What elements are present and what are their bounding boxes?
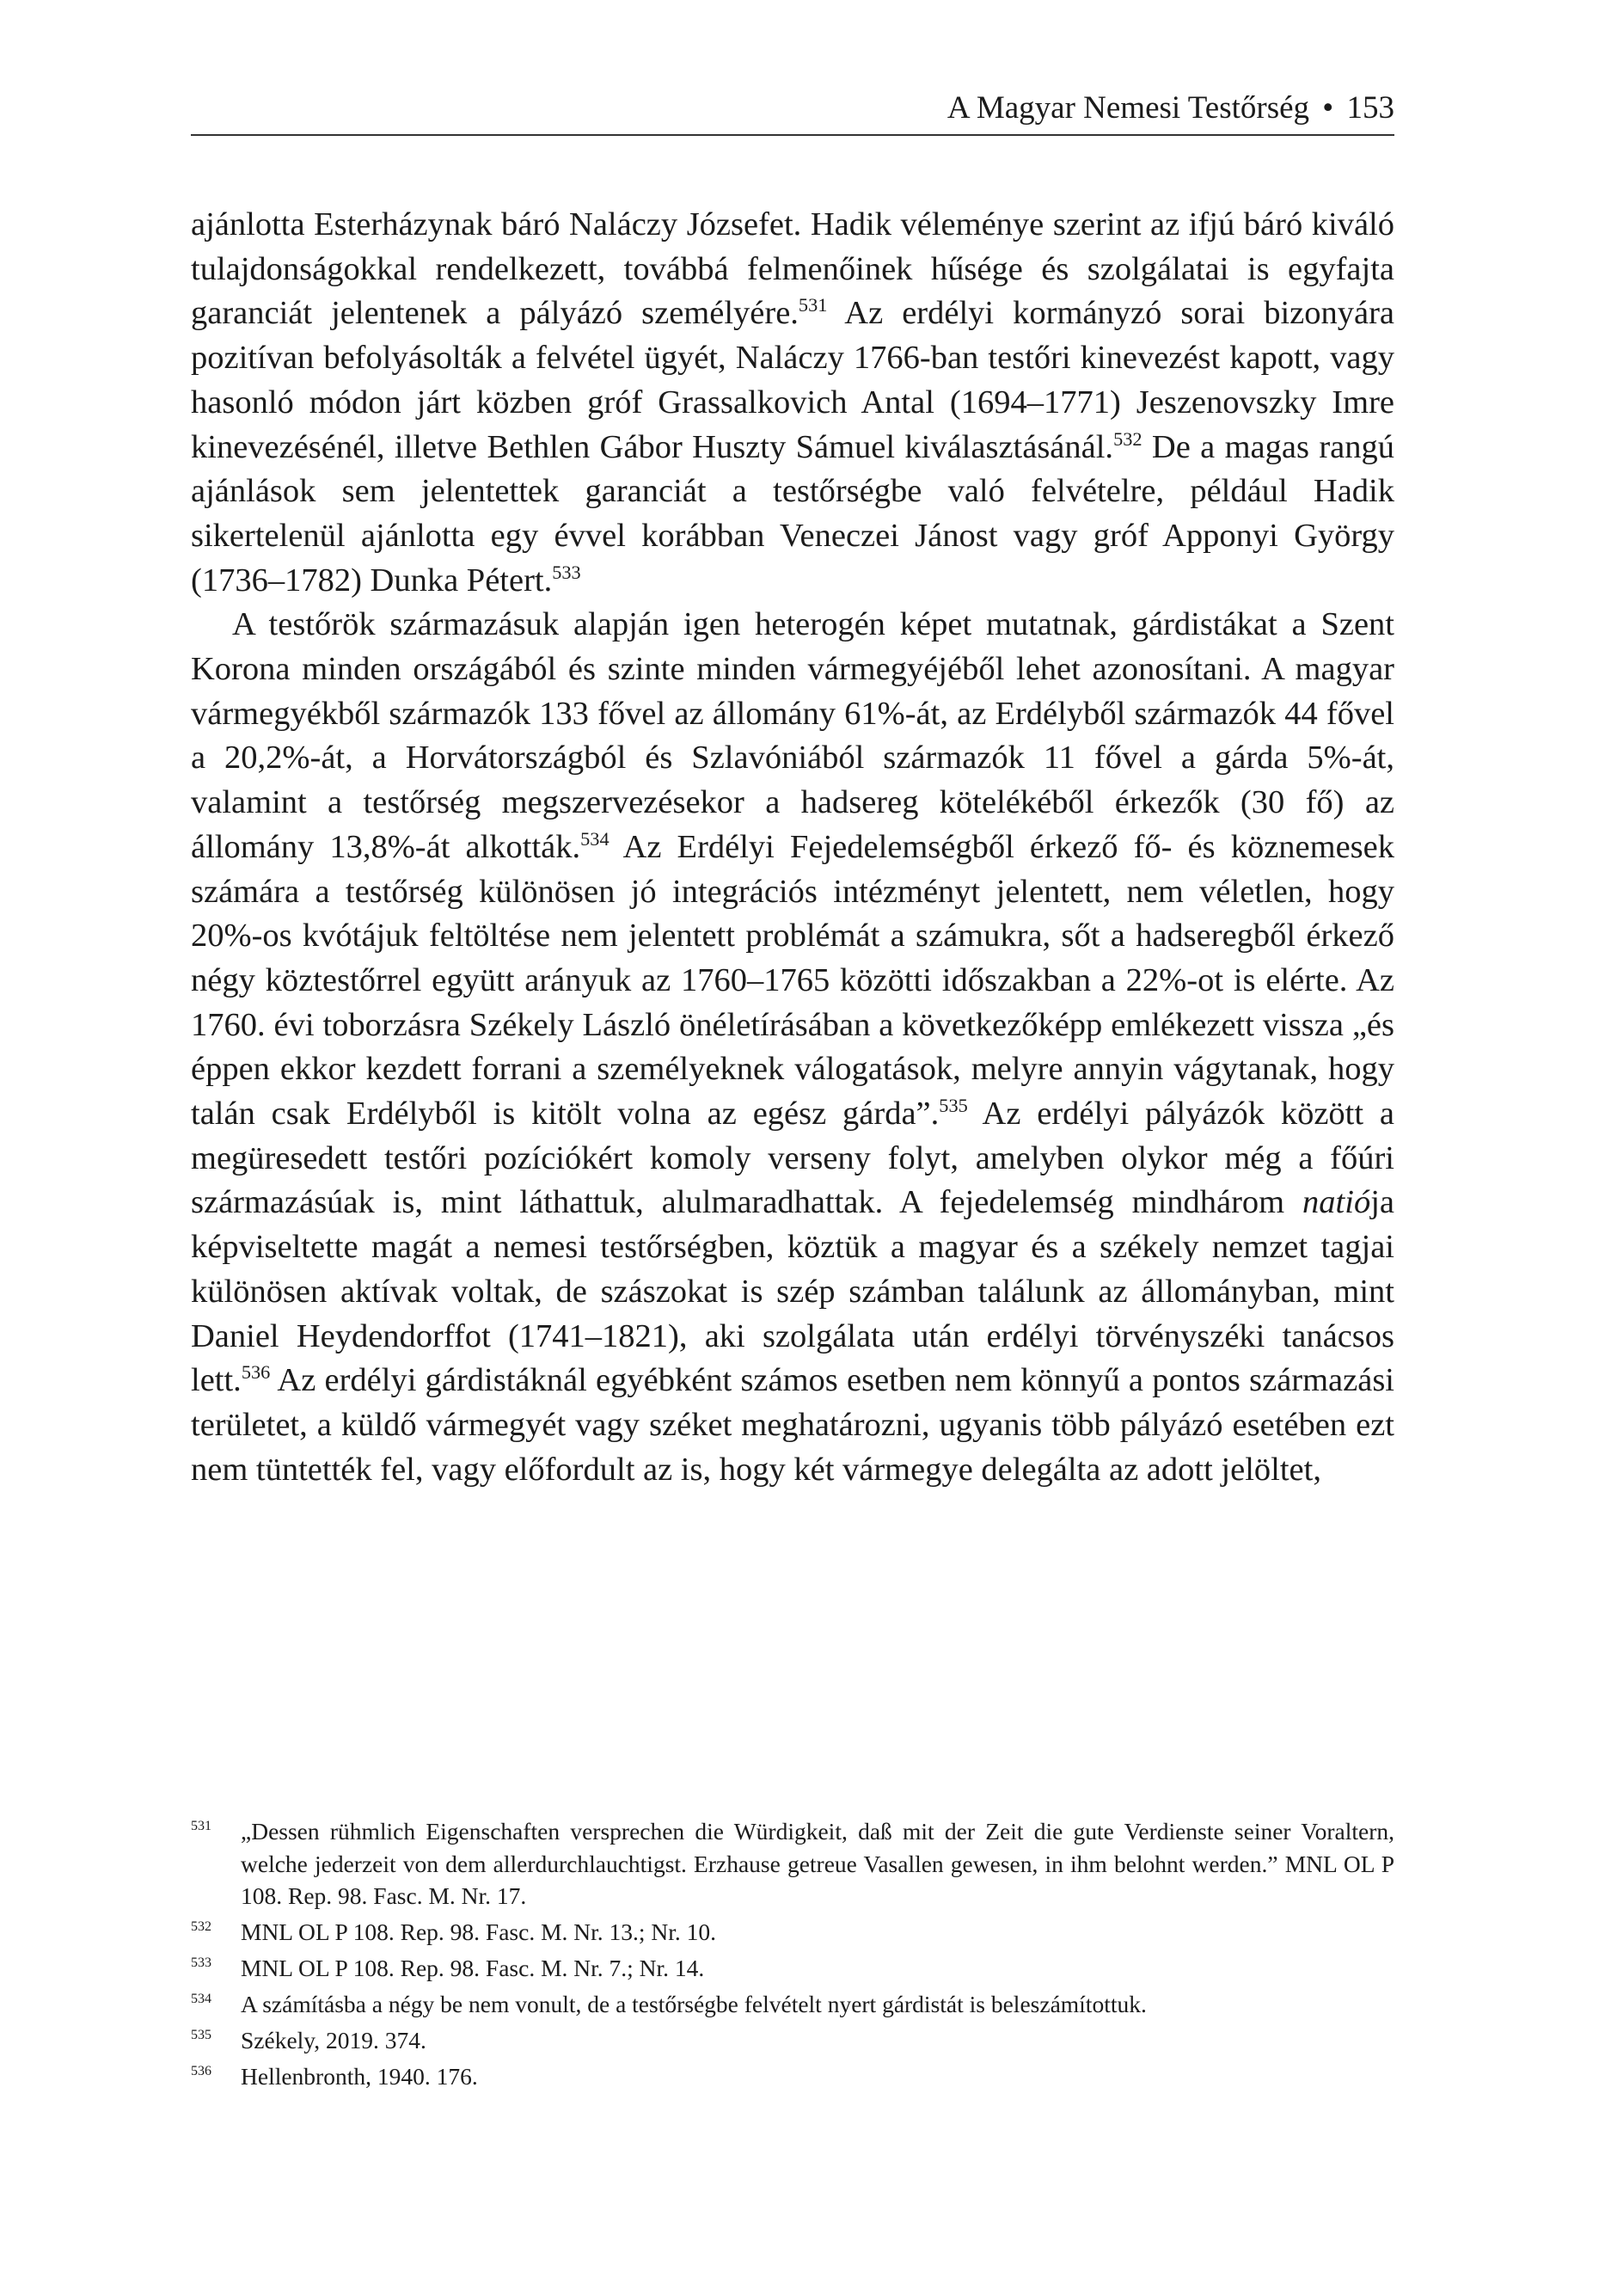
italic-text: natió: [1302, 1184, 1371, 1221]
footnote: [191, 1952, 1394, 1985]
footnote-reference: 535: [939, 1095, 968, 1117]
running-header-title: A Magyar Nemesi Testőrség: [946, 90, 1310, 126]
main-text: [191, 203, 1394, 1492]
footnote-text: Székely, 2019. 374.: [241, 2027, 426, 2054]
footnote-text: Hellenbronth, 1940. 176.: [241, 2063, 478, 2090]
text-run: Az erdélyi pályázók között a megüresedett testőri pozíciókért komoly verseny folyt, amelyben olykor még a főúri származásúak is, mint láthattuk, alulmaradhattak. A fejedelemség mindhárom: [191, 1096, 1394, 1221]
footnote: [191, 2060, 1394, 2093]
text-run: ja képviseltette magát a nemesi testőrségben, köztük a magyar és a székely nemzet tagjai különösen aktívak voltak, de szászokat is szép számban találunk az állományban, mint Daniel Heydendorffot (1741–1821), aki szolgálata után erdélyi törvényszéki tanácsos lett.: [191, 1184, 1394, 1399]
footnote: [191, 1815, 1394, 1912]
body-paragraph: [191, 203, 1394, 603]
running-header-separator: •: [1322, 90, 1334, 126]
body-paragraph: [191, 603, 1394, 1492]
text-run: Az erdélyi gárdistáknál egyébként számos esetben nem könnyű a pontos származási területet, a küldő vármegyét vagy széket meghatározni, ugyanis több pályázó esetében ezt nem tüntették fel, vagy előfordult az is, hogy két vármegye delegálta az adott jelöltet,: [191, 1362, 1394, 1488]
footnote-number: 535: [191, 2028, 211, 2042]
footnote-reference: 531: [798, 294, 828, 316]
footnote-reference: 534: [580, 828, 610, 850]
footnote-number: 534: [191, 1992, 211, 2006]
footnote-reference: 533: [552, 561, 581, 583]
text-run: De a magas rangú ajánlások sem jelentettek garanciát a testőrségbe való felvételre, például Hadik sikertelenül ajánlotta egy évvel korábban Veneczei Jánost vagy gróf Apponyi György (1736–1782) Dunka Pétert.: [191, 428, 1394, 599]
footnote-text: „Dessen rühmlich Eigenschaften versprechen die Würdigkeit, daß mit der Zeit die gute Verdienste seiner Voraltern, welche jederzeit von dem allerdurchlauchtigst. Erzhause getreue Vasallen gewesen, in ihm belohnt werden.” MNL OL P 108. Rep. 98. Fasc. M. Nr. 17.: [241, 1818, 1394, 1909]
footnotes-section: [191, 1815, 1394, 2096]
footnote-text: MNL OL P 108. Rep. 98. Fasc. M. Nr. 13.; Nr. 10.: [241, 1918, 717, 1945]
footnote-text: MNL OL P 108. Rep. 98. Fasc. M. Nr. 7.; Nr. 14.: [241, 1955, 705, 1981]
text-run: ajánlotta Esterházynak báró Naláczy Józsefet. Hadik véleménye szerint az ifjú báró kiváló tulajdonságokkal rendelkezett, továbbá felmenőinek hűsége és szolgálatai is egyfajta garanciát jelentenek a pályázó személyére.: [191, 206, 1394, 332]
footnote-number: 536: [191, 2064, 211, 2078]
footnote-reference: 532: [1113, 427, 1142, 450]
text-run: Az erdélyi kormányzó sorai bizonyára pozitívan befolyásolták a felvétel ügyét, Naláczy 1766-ban testőri kinevezést kapott, vagy hasonló módon járt közben gróf Grassalkovich Antal (1694–1771) Jeszenovszky Imre kinevezésénél, illetve Bethlen Gábor Huszty Sámuel kiválasztásánál.: [191, 295, 1394, 465]
footnote-number: 531: [191, 1819, 211, 1833]
page-number: 153: [1346, 90, 1394, 126]
footnote: [191, 2024, 1394, 2057]
footnote-number: 532: [191, 1919, 211, 1934]
footnote-reference: 536: [241, 1361, 271, 1384]
footnote-number: 533: [191, 1955, 211, 1970]
text-run: A testőrök származásuk alapján igen heterogén képet mutatnak, gárdistákat a Szent Korona minden országából és szinte minden vármegyéjéből lehet azonosítani. A magyar vármegyékből származók 133 fővel az állomány 61%-át, az Erdélyből származók 44 fővel a 20,2%-át, a Horvátországból és Szlavóniából származók 11 fővel a gárda 5%-át, valamint a testőrség megszervezésekor a hadsereg kötelékéből érkezők (30 fő) az állomány 13,8%-át alkották.: [191, 606, 1394, 865]
text-run: Az Erdélyi Fejedelemségből érkező fő- és köznemesek számára a testőrség különösen jó integrációs intézményt jelentett, nem véletlen, hogy 20%-os kvótájuk feltöltése nem jelentett problémát a számukra, sőt a hadseregből érkező négy köztestőrrel együtt arányuk az 1760–1765 közötti időszakban a 22%-ot is elérte. Az 1760. évi toborzásra Székely László önéletírásában a következőképp emlékezett vissza „és éppen ekkor kezdett forrani a személyeknek válogatások, melyre annyin vágytanak, hogy talán csak Erdélyből is kitölt volna az egész gárda”.: [191, 828, 1394, 1133]
footnote-text: A számításba a négy be nem vonult, de a testőrségbe felvételt nyert gárdistát is beleszámítottuk.: [241, 1991, 1147, 2017]
footnote: [191, 1988, 1394, 2021]
footnote: [191, 1916, 1394, 1949]
running-header: [191, 86, 1394, 136]
